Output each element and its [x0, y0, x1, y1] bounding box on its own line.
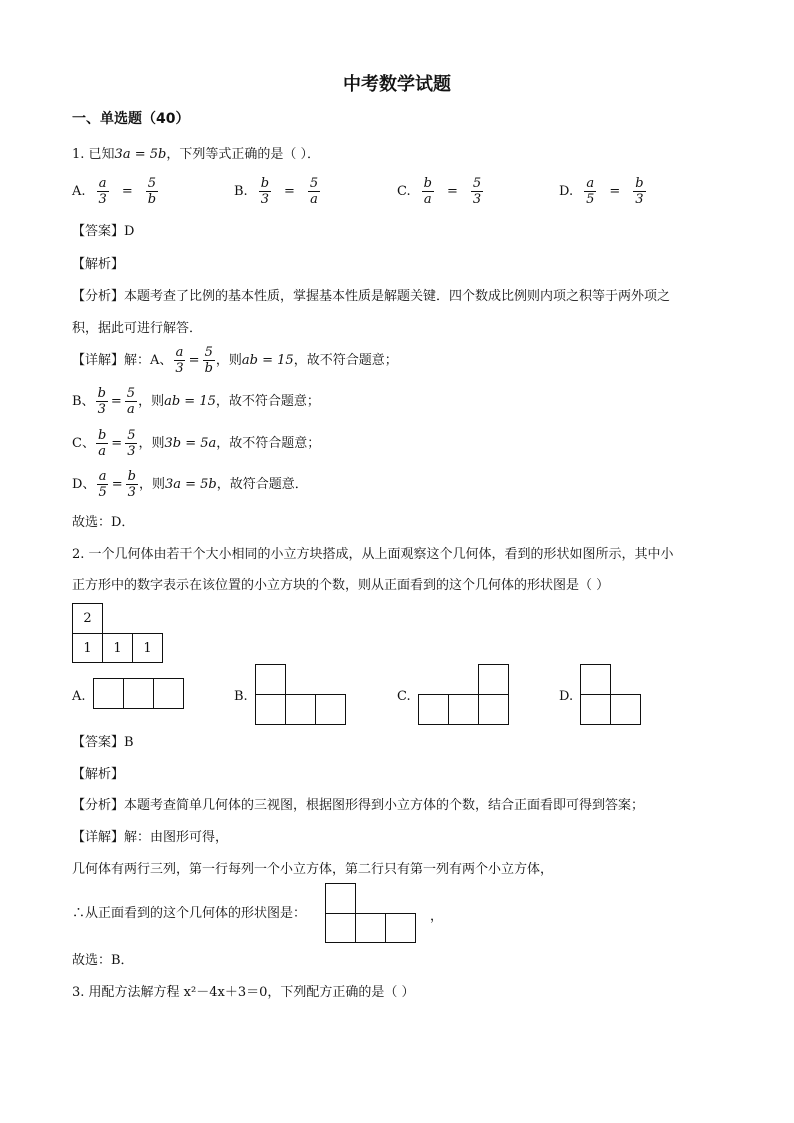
q1-detail-b: B、 $\frac{b}{3}$ = $\frac{5}{a}$ ，则 ab = 15 ，故不符合题意；: [72, 386, 320, 417]
q2-stem-line-1: 2. 一个几何体由若干个大小相同的小立方块搭成，从上面观察这个几何体，看到的形状如图所示，其中小: [72, 547, 674, 562]
top-view-cell: 1: [132, 633, 163, 663]
q2-stem-line-2: 正方形中的数字表示在该位置的小立方块的个数，则从正面看到的这个几何体的形状图是（ ）: [72, 578, 610, 593]
q1-option-c: C. $\frac{b}{a}$ = $\frac{5}{3}$: [397, 176, 482, 207]
q1-option-b: B. $\frac{b}{3}$ = $\frac{5}{a}$: [234, 176, 319, 207]
top-view-cell: 2: [72, 603, 103, 634]
q2-analysis: 【分析】本题考查简单几何体的三视图，根据图形得到小立方体的个数，结合正面看即可得到答案；: [72, 798, 645, 813]
q2-detail-comma: ，: [430, 909, 444, 924]
q1-analysis-line-2: 积，据此可进行解答．: [72, 321, 203, 336]
q1-option-d: D. $\frac{a}{5}$ = $\frac{b}{3}$: [559, 176, 644, 207]
q1-option-a: A. $\frac{a}{3}$ = $\frac{5}{b}$: [72, 176, 157, 207]
q2-answer: 【答案】B: [72, 735, 134, 750]
q1-choose: 故选：D．: [72, 515, 135, 530]
q2-detail-line-3: ∴从正面看到的这个几何体的形状图是：: [72, 906, 307, 921]
q1-detail-a: 【详解】解：A、 $\frac{a}{3}$ = $\frac{5}{b}$ ，则 ab = 15 ，故不符合题意；: [72, 345, 398, 376]
q1-detail-d: D、 $\frac{a}{5}$ = $\frac{b}{3}$ ，则 3a = 5b ，故符合题意．: [72, 469, 308, 500]
top-view-cell: 1: [102, 633, 133, 663]
q2-detail-line-2: 几何体有两行三列，第一行每列一个小立方体，第二行只有第一列有两个小立方体，: [72, 862, 554, 877]
section-heading: 一、单选题（40）: [72, 111, 190, 127]
q2-detail-line-1: 【详解】解：由图形可得，: [72, 830, 229, 845]
q2-option-d-label: D.: [559, 689, 574, 704]
q1-analysis-tag: 【解析】: [72, 257, 125, 272]
q2-option-a-label: A.: [72, 689, 86, 704]
q1-detail-c: C、 $\frac{b}{a}$ = $\frac{5}{3}$ ，则 3b = 5a ，故不符合题意；: [72, 428, 321, 459]
q1-answer: 【答案】D: [72, 224, 135, 239]
q2-option-c-label: C.: [397, 689, 411, 704]
q3-stem: 3. 用配方法解方程 x²－4x＋3＝0，下列配方正确的是（ ）: [72, 985, 415, 1000]
q1-stem: 1. 已知3a = 5b，下列等式正确的是（ ）．: [72, 147, 320, 162]
top-view-cell: 1: [72, 633, 103, 663]
q2-choose: 故选：B．: [72, 953, 134, 968]
q1-analysis-line-1: 【分析】本题考查了比例的基本性质，掌握基本性质是解题关键．四个数成比例则内项之积等于两外项之: [72, 289, 671, 304]
q2-analysis-tag: 【解析】: [72, 767, 125, 782]
page-title: 中考数学试题: [343, 74, 451, 95]
q2-option-b-label: B.: [234, 689, 248, 704]
